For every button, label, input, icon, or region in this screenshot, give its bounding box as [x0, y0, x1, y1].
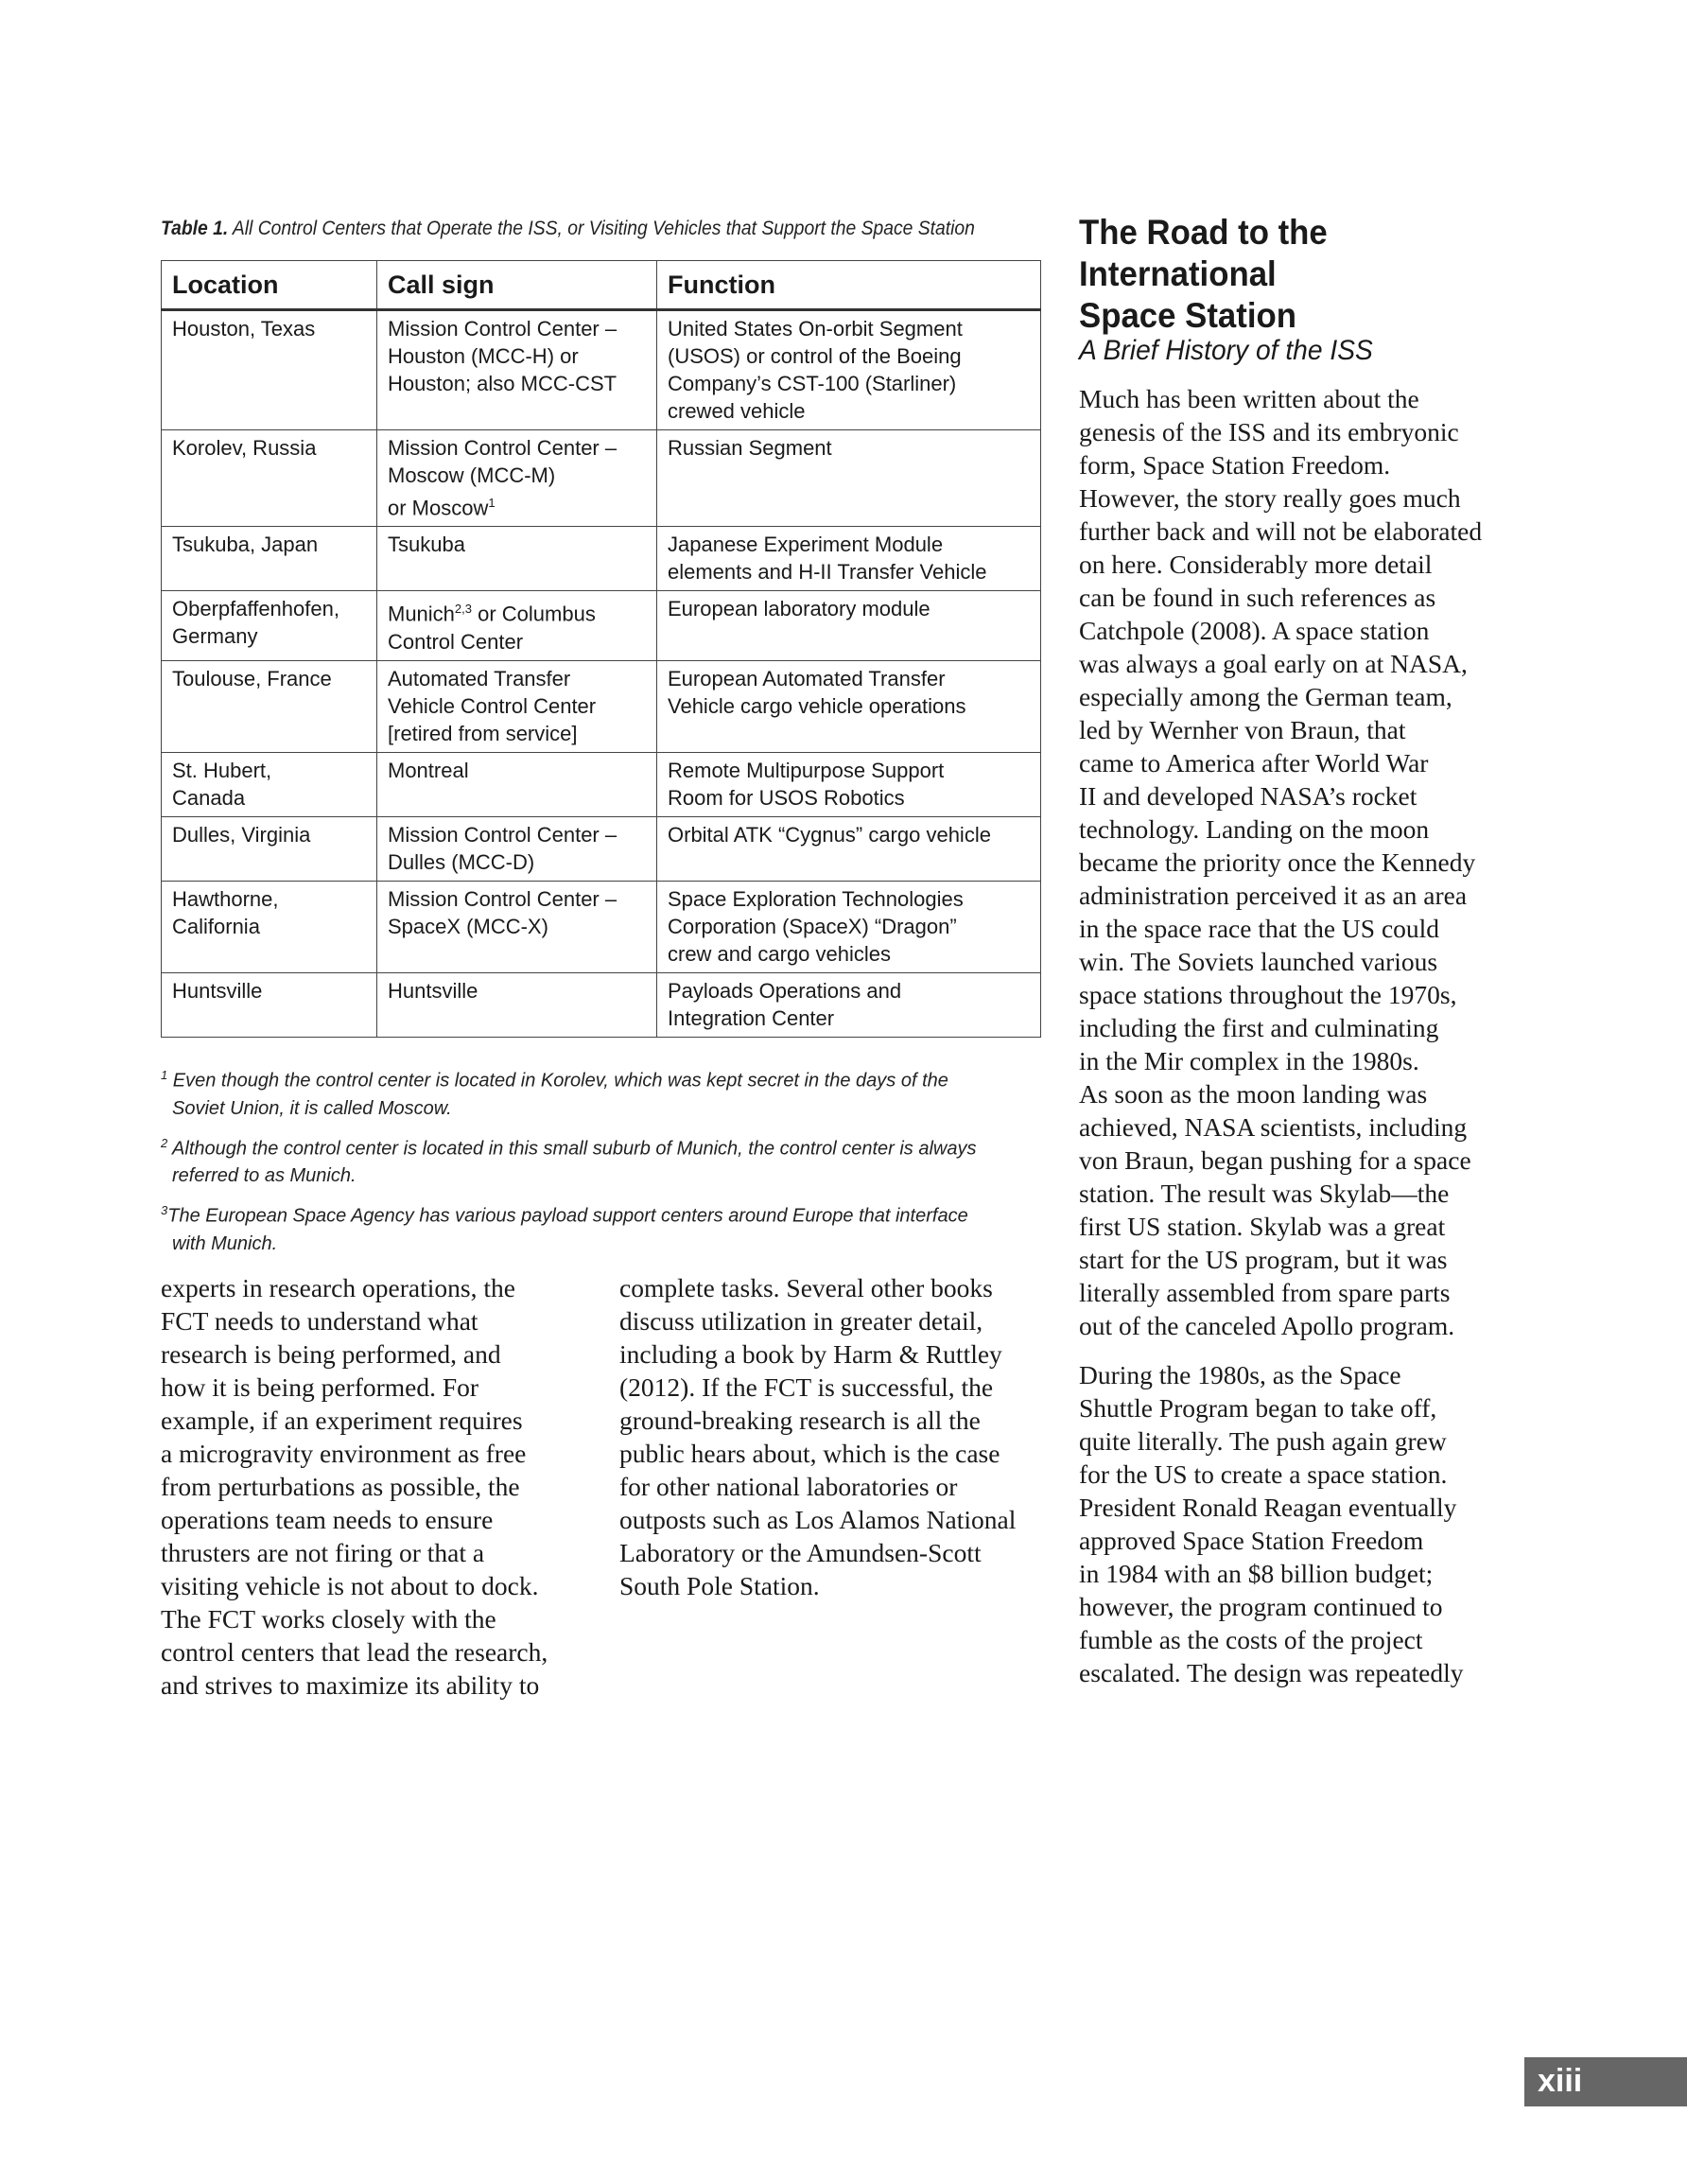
page-number: xiii — [1538, 2063, 1583, 2099]
footnote-mark: 1 — [161, 1068, 168, 1082]
cell-call-sign: Tsukuba — [377, 527, 657, 591]
header-call-sign: Call sign — [377, 261, 657, 310]
cell-call-sign: Montreal — [377, 752, 657, 816]
cell-call-sign — [377, 430, 657, 527]
cell-call-sign — [377, 591, 657, 660]
section-subtitle: A Brief History of the ISS — [1079, 335, 1373, 366]
table-caption — [161, 218, 975, 240]
table-row — [162, 752, 1041, 816]
cell-location: Dulles, Virginia — [162, 816, 377, 881]
cell-location: Hawthorne, California — [162, 881, 377, 972]
footnote-ref: 2,3 — [454, 602, 472, 617]
cell-call-sign: Huntsville — [377, 972, 657, 1037]
table-row — [162, 816, 1041, 881]
table-row — [162, 430, 1041, 527]
section-title: The Road to the International Space Station — [1079, 213, 1328, 335]
table-row — [162, 527, 1041, 591]
cell-location: Toulouse, France — [162, 660, 377, 752]
table-row — [162, 972, 1041, 1037]
table-row — [162, 660, 1041, 752]
cell-call-sign: Automated Transfer Vehicle Control Center [retired from service] — [377, 660, 657, 752]
cell-call-sign: Mission Control Center – SpaceX (MCC-X) — [377, 881, 657, 972]
cell-function: Payloads Operations and Integration Center — [657, 972, 1041, 1037]
footnote — [161, 1129, 1040, 1191]
cell-location: Huntsville — [162, 972, 377, 1037]
footnote-text: Even though the control center is located in Korolev, which was kept secret in the days of the Soviet Union, it is called Moscow. — [172, 1070, 948, 1119]
footnote-mark: 3 — [161, 1203, 168, 1218]
table-footnotes — [161, 1061, 1040, 1265]
cell-location: Tsukuba, Japan — [162, 527, 377, 591]
cell-function: Space Exploration Technologies Corporation (SpaceX) “Dragon” crew and cargo vehicles — [657, 881, 1041, 972]
header-location: Location — [162, 261, 377, 310]
sidebar-paragraph-1: Much has been written about the genesis of the ISS and its embryonic form, Space Station Freedom. However, the story really goes much further back and will not be elaborated on here. Considerably more detail can be found in such references as Catchpole (2008). A space station was always a goal early on at NASA, especially among the German team, led by Wernher von Braun, that came to America after World War II and developed NASA’s rocket technology. Landing on the moon became the priority once the Kennedy administration perceived it as an area in the space race that the US could win. The Soviets launched various space stations throughout the 1970s, including the first and culminating in the Mir complex in the 1980s. As soon as the moon landing was achieved, NASA scientists, including von Braun, began pushing for a space station. The result was Skylab—the first US station. Skylab was a great start for the US program, but it was literally assembled from spare parts out of the canceled Apollo program. — [1079, 384, 1483, 1340]
cell-call-sign: Mission Control Center – Houston (MCC-H) or Houston; also MCC-CST — [377, 310, 657, 430]
footnote-text: The European Space Agency has various payload support centers around Europe that interface with Munich. — [167, 1205, 968, 1254]
cell-function: United States On-orbit Segment (USOS) or control of the Boeing Company’s CST-100 (Starliner) crewed vehicle — [657, 310, 1041, 430]
table-row — [162, 591, 1041, 660]
cell-function: European Automated Transfer Vehicle cargo vehicle operations — [657, 660, 1041, 752]
page-number-tab — [1524, 2057, 1687, 2106]
sidebar-paragraph-2: During the 1980s, as the Space Shuttle Program began to take off, quite literally. The push again grew for the US to create a space station. President Ronald Reagan eventually approved Space Station Freedom in 1984 with an $8 billion budget; however, the program continued to fumble as the costs of the project escalated. The design was repeatedly — [1079, 1360, 1464, 1687]
footnote-ref: 1 — [488, 496, 496, 510]
cell-location: Korolev, Russia — [162, 430, 377, 527]
table-row — [162, 310, 1041, 430]
cell-function: European laboratory module — [657, 591, 1041, 660]
cell-call-sign: Mission Control Center – Dulles (MCC-D) — [377, 816, 657, 881]
cell-location: St. Hubert, Canada — [162, 752, 377, 816]
cell-function: Remote Multipurpose Support Room for USOS Robotics — [657, 752, 1041, 816]
cell-location: Oberpfaffenhofen, Germany — [162, 591, 377, 660]
footnote — [161, 1197, 1040, 1258]
call-sign-text: or Columbus Control Center — [388, 602, 596, 654]
call-sign-prefix: Munich — [388, 602, 455, 626]
call-sign-text: Mission Control Center – Moscow (MCC-M) or Moscow — [388, 436, 617, 520]
header-function: Function — [657, 261, 1041, 310]
cell-function: Russian Segment — [657, 430, 1041, 527]
cell-function: Orbital ATK “Cygnus” cargo vehicle — [657, 816, 1041, 881]
footnote-text: Although the control center is located in this small suburb of Munich, the control center is always referred to as Munich. — [172, 1138, 977, 1187]
table-row — [162, 881, 1041, 972]
table-caption-label: Table 1. — [161, 218, 229, 239]
table-caption-text: All Control Centers that Operate the ISS, or Visiting Vehicles that Support the Space Station — [228, 218, 975, 239]
cell-location: Houston, Texas — [162, 310, 377, 430]
cell-function: Japanese Experiment Module elements and H-II Transfer Vehicle — [657, 527, 1041, 591]
table-header-row — [162, 261, 1041, 310]
body-column-middle: complete tasks. Several other books discuss utilization in greater detail, including a book by Harm & Ruttley (2012). If the FCT is successful, the ground-breaking research is all the public hears about, which is the case for other national laboratories or outposts such as Los Alamos National Laboratory or the Amundsen-Scott South Pole Station. — [619, 1273, 1017, 1600]
footnote — [161, 1061, 1040, 1123]
control-centers-table — [161, 260, 1041, 1038]
body-column-left: experts in research operations, the FCT needs to understand what research is being performed, and how it is being performed. For example, if an experiment requires a microgravity environment as free from perturbations as possible, the operations team needs to ensure thrusters are not firing or that a visiting vehicle is not about to dock. The FCT works closely with the control centers that lead the research, and strives to maximize its ability to — [161, 1273, 548, 1700]
footnote-mark: 2 — [161, 1135, 168, 1150]
